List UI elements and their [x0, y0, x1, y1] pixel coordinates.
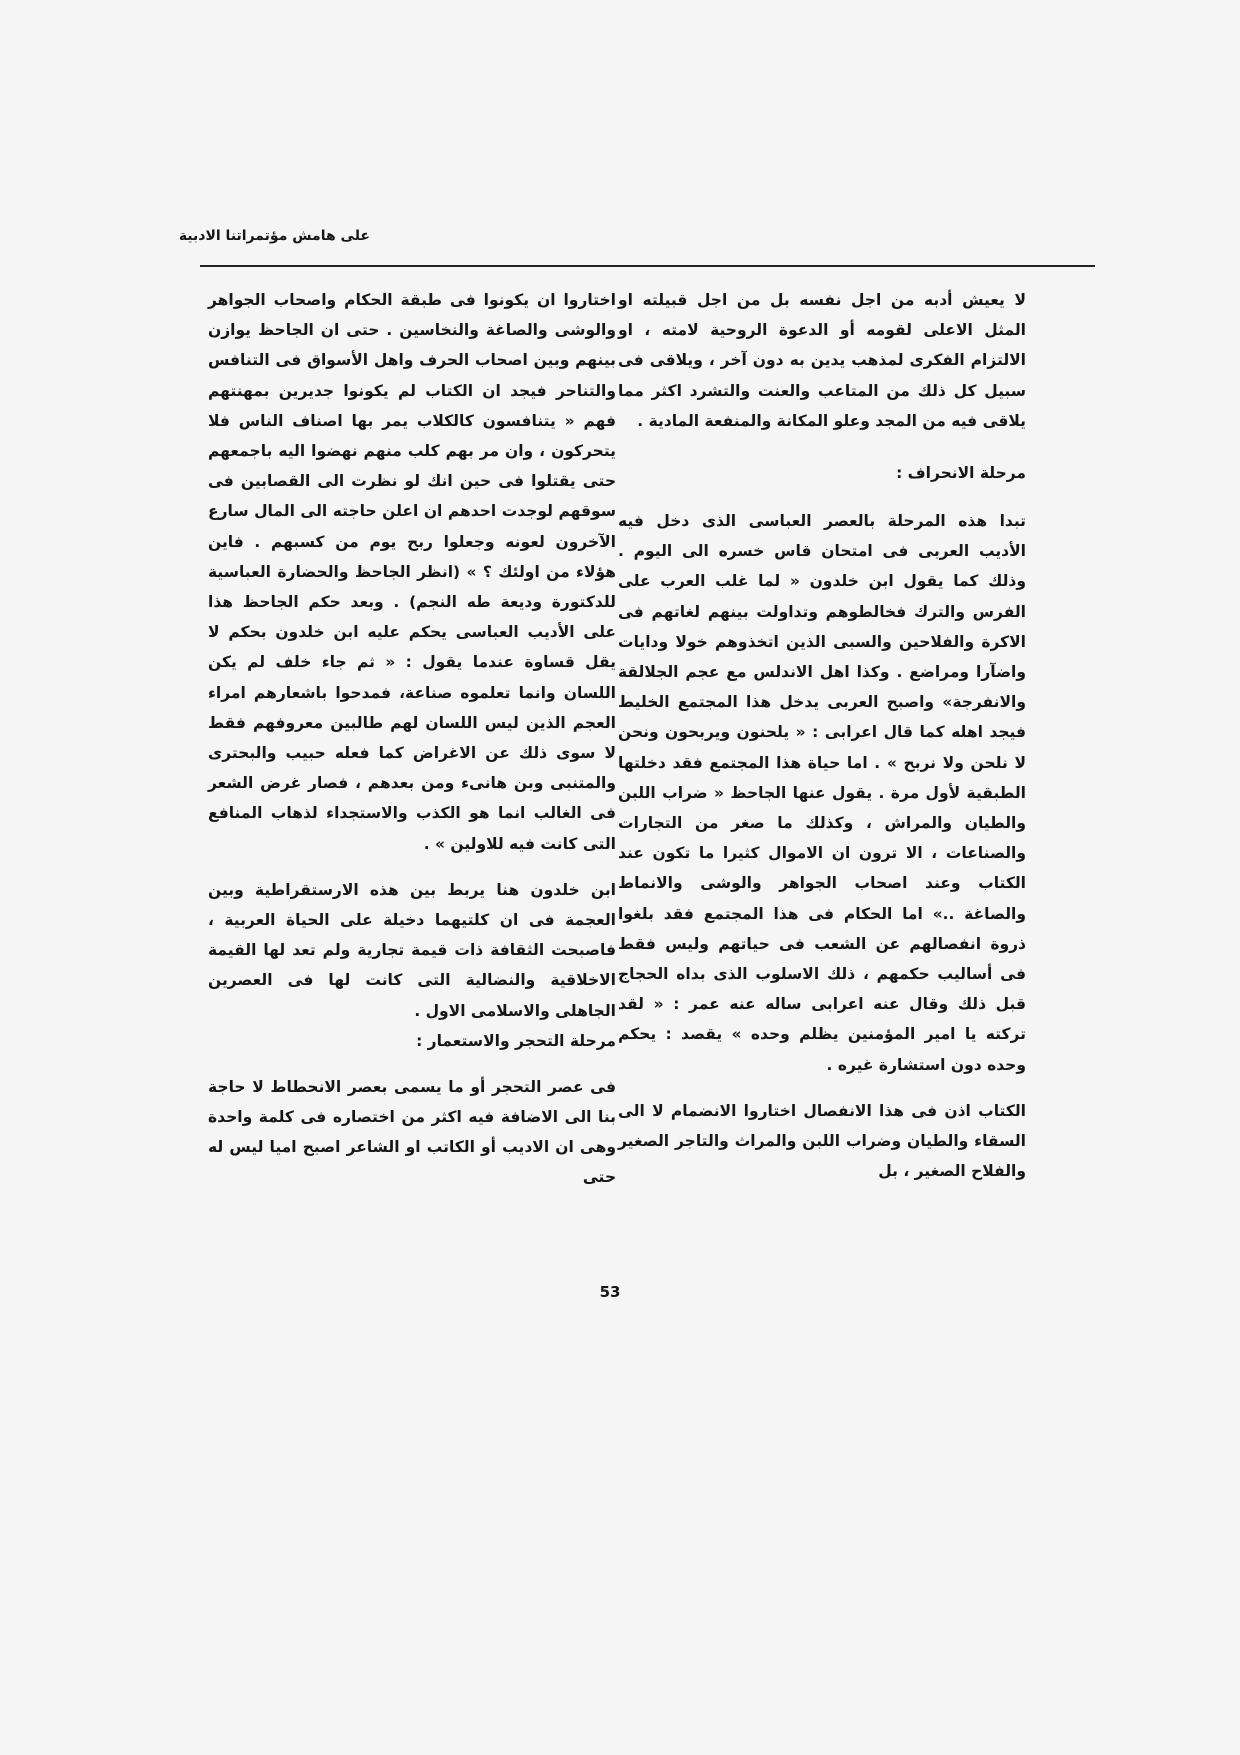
section-heading-tahajjur: مرحلة التحجر والاستعمار : [416, 1031, 616, 1050]
section-heading-inhiraf: مرحلة الانحراف : [896, 464, 1026, 483]
right-paragraph-1: لا يعيش أدبه من اجل نفسه بل من اجل قبيلته او المثل الاعلى لقومه أو الدعوة الروحية لامته ، او الالتزام الفكرى لمذهب يدين به دون آخر ، ويلاقى فى سبيل كل ذلك من المتاعب والعنت والتشرد اكثر مما يلاقى فيه من المجد وعلو المكانة والمنفعة المادية . [618, 291, 1026, 430]
running-header: على هامش مؤتمراتنا الادبية [178, 228, 370, 244]
right-paragraph-2: تبدا هذه المرحلة بالعصر العباسى الذى دخل فيه الأديب العربى فى امتحان قاس خسره الى اليوم . وذلك كما يقول ابن خلدون « لما غلب العرب على الفرس والترك فخالطوهم وتداولت بينهم لغاتهم فى الاكرة والفلاحين والسبى الذين اتخذوهم خولا ودايات واضآرا ومراضع . وكذا اهل الاندلس مع عجم الجلالقة والانفرجة» واصبح العربى يدخل هذا المجتمع الخليط فيجد اهله كما قال اعرابى : « يلحنون ويربحون ونحن لا نلحن ولا نربح » . اما حياة هذا المجتمع فقد دخلتها الطبقية لأول مرة . يقول عنها الجاحظ « ضراب اللبن والطيان والمراش ، وكذلك ما صغر من التجارات والصناعات ، الا ترون ان الاموال كثيرا ما تكون عند الكتاب وعند اصحاب الجواهر والوشى والانماط والصاغة ..» اما الحكام فى هذا المجتمع فقد بلغوا ذروة انفصالهم عن الشعب فى حياتهم وليس فقط فى أساليب حكمهم ، ذلك الاسلوب الذى بداه الحجاج قبل ذلك وقال عنه اعرابى ساله عنه عمر : « لقد تركته يا امير المؤمنين يظلم وحده » يقصد : يحكم وحده دون استشارة غيره . [618, 512, 1026, 1074]
page-number: 53 [599, 1283, 621, 1301]
header-divider [200, 265, 1095, 267]
left-paragraph-1: اختاروا ان يكونوا فى طبقة الحكام واصحاب الجواهر والوشى والصاغة والنخاسين . حتى ان الجاحظ يوازن بينهم وبين اصحاب الحرف واهل الأسواق فى التنافس والتناحر فيجد ان الكتاب لم يكونوا جديرين بمهنتهم فهم « يتنافسون كالكلاب يمر بها اصناف الناس فلا يتحركون ، وان مر بهم كلب منهم نهضوا اليه باجمعهم حتى يقتلوا فى حين انك لو نظرت الى القصابين فى سوقهم لوجدت احدهم ان اعلن حاجته الى المال سارع الآخرون لعونه وجعلوا ربح يوم من كسبهم . فاين هؤلاء من اولئك ؟ » (انظر الجاحظ والحضارة العباسية للدكتورة وديعة طه النجم) . وبعد حكم الجاحظ هذا على الأديب العباسى يحكم عليه ابن خلدون بحكم لا يقل قساوة عندما يقول : « ثم جاء خلف لم يكن اللسان وانما تعلموه صناعة، فمدحوا باشعارهم امراء العجم الذين ليس اللسان لهم طالبين معروفهم فقط لا سوى ذلك عن الاغراض كما فعله حبيب والبحترى والمتنبى وبن هانىء ومن بعدهم ، فصار غرض الشعر فى الغالب انما هو الكذب والاستجداء لذهاب المنافع التى كانت فيه للاولين » . [208, 291, 616, 853]
left-paragraph-2: ابن خلدون هنا يربط بين هذه الارستقراطية وبين العجمة فى ان كلتيهما دخيلة على الحياة العربية ، فاصبحت الثقافة ذات قيمة تجارية ولم تعد لها القيمة الاخلاقية والنضالية التى كانت لها فى العصرين الجاهلى والاسلامى الاول . [208, 880, 616, 1020]
right-column [618, 285, 1026, 1186]
left-paragraph-3: فى عصر التحجر أو ما يسمى بعصر الانحطاط لا حاجة بنا الى الاضافة فيه اكثر من اختصاره فى كلمة واحدة وهى ان الاديب أو الكاتب او الشاعر اصبح اميا ليس له حتى [208, 1077, 616, 1187]
right-paragraph-3: الكتاب اذن فى هذا الانفصال اختاروا الانضمام لا الى السقاء والطيان وضراب اللبن والمراث والتاجر الصغير والفلاح الصغير ، بل [618, 1101, 1026, 1181]
left-column [208, 285, 616, 1193]
